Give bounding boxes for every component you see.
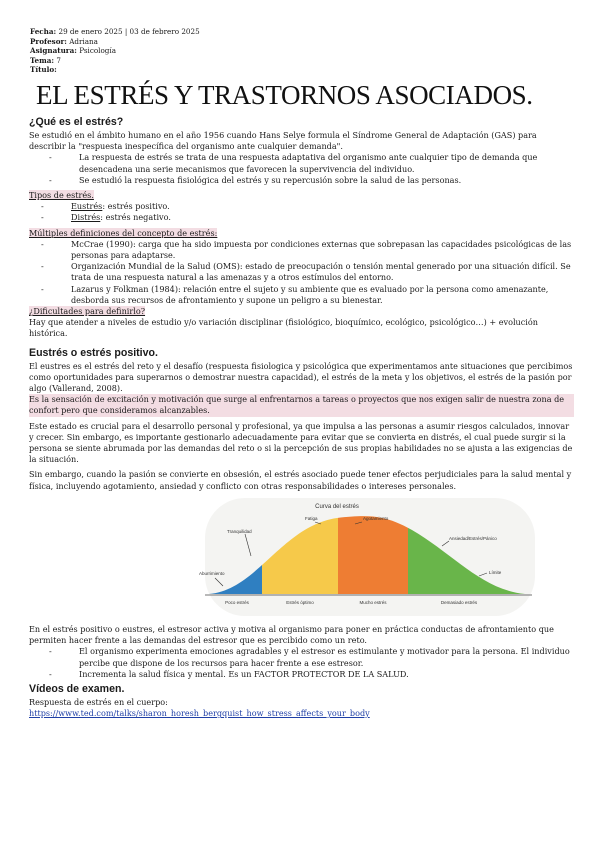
section-heading-videos: Vídeos de examen. [29, 682, 125, 695]
page-title: EL ESTRÉS Y TRASTORNOS ASOCIADOS. [36, 80, 533, 110]
eustres-highlight-paragraph: Es la sensación de excitación y motivación que surge al enfrentarnos a tareas o proyectos que nos exigen salir de nuestra zona de confort pero que consideramos alcanzables. [29, 394, 574, 416]
label-fatiga: Fatiga [305, 515, 318, 521]
zone-label-demasiado: Demasiado estrés [440, 599, 478, 605]
list-item: - McCrae (1990): carga que ha sido impuesta por condiciones externas que sobrepasan las capacidades psicológicas de las personas para adaptarse. [39, 239, 574, 261]
eustres-paragraph-1: El eustres es el estrés del reto y el desafío (respuesta fisiologica y psicológica que experimentamos ante situaciones que percibimos como oportunidades para superarnos o demostrar nuestra capacidad), el estrés de la meta y los objetivos, el estrés de la pasión por algo (Vallerand, 2008). [29, 360, 573, 394]
label-tranquilidad: Tranquilidad [227, 528, 252, 534]
label-ansiedad: Ansiedad/Estrés/Pánico [449, 535, 497, 541]
document-metadata [30, 27, 200, 75]
list-item: - La respuesta de estrés se trata de una respuesta adaptativa del organismo ante cualquier tipo de demanda que desencadena una serie mecanismos que favorecen la supervivencia del individuo. [47, 152, 574, 174]
video-label: Respuesta de estrés en el cuerpo: [29, 696, 168, 707]
document-body [29, 113, 574, 719]
chart-title: Curva del estrés [315, 503, 359, 510]
dificultades-heading: ¿Dificultades para definirlo? [29, 306, 146, 317]
zone-label-mucho: Mucho estrés [359, 599, 387, 605]
list-item: - Se estudió la respuesta fisiológica del estrés y su repercusión sobre la salud de las personas. [47, 175, 574, 186]
zone-label-poco: Poco estrés [225, 599, 249, 605]
eustres-paragraph-4: Sin embargo, cuando la pasión se convierte en obsesión, el estrés asociado puede tener efectos perjudiciales para la salud mental y física, incluyendo agotamiento, ansiedad y conflicto con otras responsabilidades o intereses personales. [29, 469, 572, 491]
list-item: - Organización Mundial de la Salud (OMS): estado de preocupación o tensión mental generado por una situación difícil. Se trata de una respuesta natural a las amenazas y a otros estímulos del entorno. [39, 261, 574, 283]
ted-talk-link[interactable]: https://www.ted.com/talks/sharon_horesh_bergquist_how_stress_affects_your_body [29, 708, 370, 719]
zone-label-optimo: Estrés óptimo [286, 599, 314, 605]
stress-curve-figure [187, 498, 547, 620]
stress-curve-svg [187, 498, 547, 620]
intro-paragraph: Se estudió en el ámbito humano en el año 1956 cuando Hans Selye formula el Síndrome General de Adaptación (GAS) para describir la "respuesta inespecífica del organismo ante cualquier demanda". [29, 130, 537, 152]
meta-asignatura: Asignatura: Psicología [30, 46, 116, 55]
tipos-heading: Tipos de estrés. [29, 190, 94, 201]
label-aburrimiento: Aburrimiento [199, 570, 225, 576]
section-heading-eustres: Eustrés o estrés positivo. [29, 346, 158, 359]
meta-fecha: Fecha: 29 de enero 2025 | 03 de febrero 2025 [30, 27, 200, 36]
meta-tema: Tema: 7 [30, 55, 61, 65]
eustres-paragraph-3: Este estado es crucial para el desarrollo personal y profesional, ya que impulsa a las personas a asumir riesgos calculados, innovar y crecer. Sin embargo, es importante gestionarlo adecuadamente para evitar que se convierta en distrés, el cual puede surgir si la persona se siente abrumada por las demandas del reto o si la percepción de sus propias habilidades no se ajusta a las exigencias de la situación. [29, 420, 573, 465]
dificultades-text: Hay que atender a niveles de estudio y/o variación disciplinar (fisiológico, bioquímico, ecológico, psicológico…) + evolución histórica. [29, 317, 538, 339]
list-item: - Eustrés: estrés positivo. [39, 201, 574, 212]
list-item: - Incrementa la salud física y mental. Es un FACTOR PROTECTOR DE LA SALUD. [47, 669, 574, 680]
label-limite: Límite [489, 569, 502, 575]
tipos-list [29, 201, 574, 223]
intro-bullets [29, 152, 574, 186]
section-heading-que-es: ¿Qué es el estrés? [29, 116, 124, 128]
definiciones-heading: Múltiples definiciones del concepto de estrés: [29, 227, 218, 238]
list-item: - El organismo experimenta emociones agradables y el estresor es estimulante y motivador para la persona. El individuo percibe que dispone de los recursos para hacer frente a ese estresor. [47, 646, 574, 668]
closing-paragraph: En el estrés positivo o eustres, el estresor activa y motiva al organismo para poner en práctica conductas de afrontamiento que permiten hacer frente a las demandas del estresor que es percibido como un reto. [29, 623, 554, 646]
meta-profesor: Profesor: Adriana [30, 36, 98, 46]
list-item: - Lazarus y Folkman (1984): relación entre el sujeto y su ambiente que es evaluado por la persona como amenazante, desborda sus recursos de afrontamiento y supone un peligro a su bienestar. [39, 284, 574, 306]
meta-titulo: Título: [30, 65, 57, 74]
list-item: - Distrés: estrés negativo. [39, 212, 574, 223]
closing-bullets [29, 646, 574, 680]
definiciones-list [29, 239, 574, 306]
label-agotamiento: Agotamiento [363, 515, 389, 521]
